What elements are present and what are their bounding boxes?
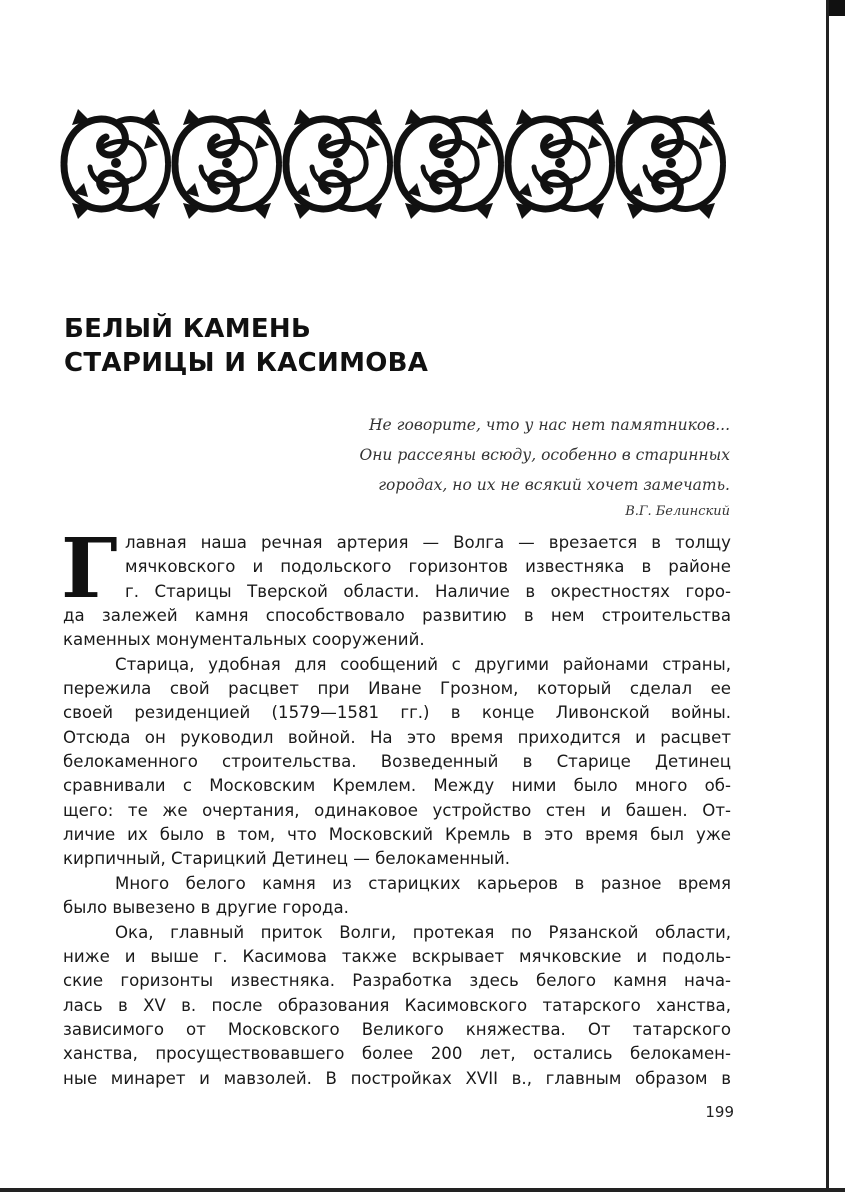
text-line: да залежей камня способствовало развитию в нем строительства [63,606,731,626]
text-line: щего: те же очертания, одинаковое устройство стен и башен. От- [63,800,731,820]
epigraph [300,410,730,523]
title-line-2: СТАРИЦЫ И КАСИМОВА [64,348,429,378]
text-line: г. Старицы Тверской области. Наличие в окрестностях горо- [125,581,731,601]
text-line: белокаменного строительства. Возведенный в Старице Детинец [63,752,731,772]
text-line: пережила свой расцвет при Иване Грозном, который сделал ее [63,679,731,699]
text-line: ниже и выше г. Касимова также вскрывает мячковские и подоль- [63,946,731,966]
text-line: Ока, главный приток Волги, протекая по Рязанской области, [115,922,731,942]
drop-cap: Г [61,521,118,617]
text-line: ные минарет и мавзолей. В постройках XVII в., главным образом в [63,1068,731,1088]
text-line: ханства, просуществовавшего более 200 лет, остались белокамен- [63,1044,731,1064]
epigraph-line: городах, но их не всякий хочет замечать. [378,476,730,494]
text-line: зависимого от Московского Великого княжества. От татарского [63,1019,731,1039]
text-line: мячковского и подольского горизонтов известняка в районе [125,557,731,577]
text-line: ские горизонты известняка. Разработка здесь белого камня нача- [63,971,731,991]
epigraph-author: В.Г. Белинский [625,504,730,519]
text-line: было вывезено в другие города. [63,898,349,918]
epigraph-line: Не говорите, что у нас нет памятников... [369,416,730,434]
title-line-1: БЕЛЫЙ КАМЕНЬ [64,314,312,344]
scan-edge-corner [829,0,845,16]
text-line: Много белого камня из старицких карьеров в разное время [115,873,731,893]
text-line: Отсюда он руководил войной. На это время приходится и расцвет [63,727,731,747]
article-body [61,521,731,1091]
scan-edge-right [826,0,829,1190]
text-line: личие их было в том, что Московский Кремль в это время был уже [63,825,731,845]
text-line: кирпичный, Старицкий Детинец — белокаменный. [63,849,511,869]
text-line: своей резиденцией (1579—1581 гг.) в конце Ливонской войны. [63,703,731,723]
text-line: лась в XV в. после образования Касимовского татарского ханства, [63,995,731,1015]
page-title [64,312,664,380]
text-line: каменных монументальных сооружений. [63,630,425,650]
text-line: Старица, удобная для сообщений с другими районами страны, [115,654,731,674]
decorative-ornament-band [60,105,728,223]
page-number: 199 [705,1103,734,1121]
epigraph-line: Они рассеяны всюду, особенно в старинных [359,446,730,464]
scan-edge-bottom [0,1188,845,1192]
text-line: сравнивали с Московским Кремлем. Между ними было много об- [63,776,731,796]
text-line: лавная наша речная артерия — Волга — врезается в толщу [125,533,731,552]
